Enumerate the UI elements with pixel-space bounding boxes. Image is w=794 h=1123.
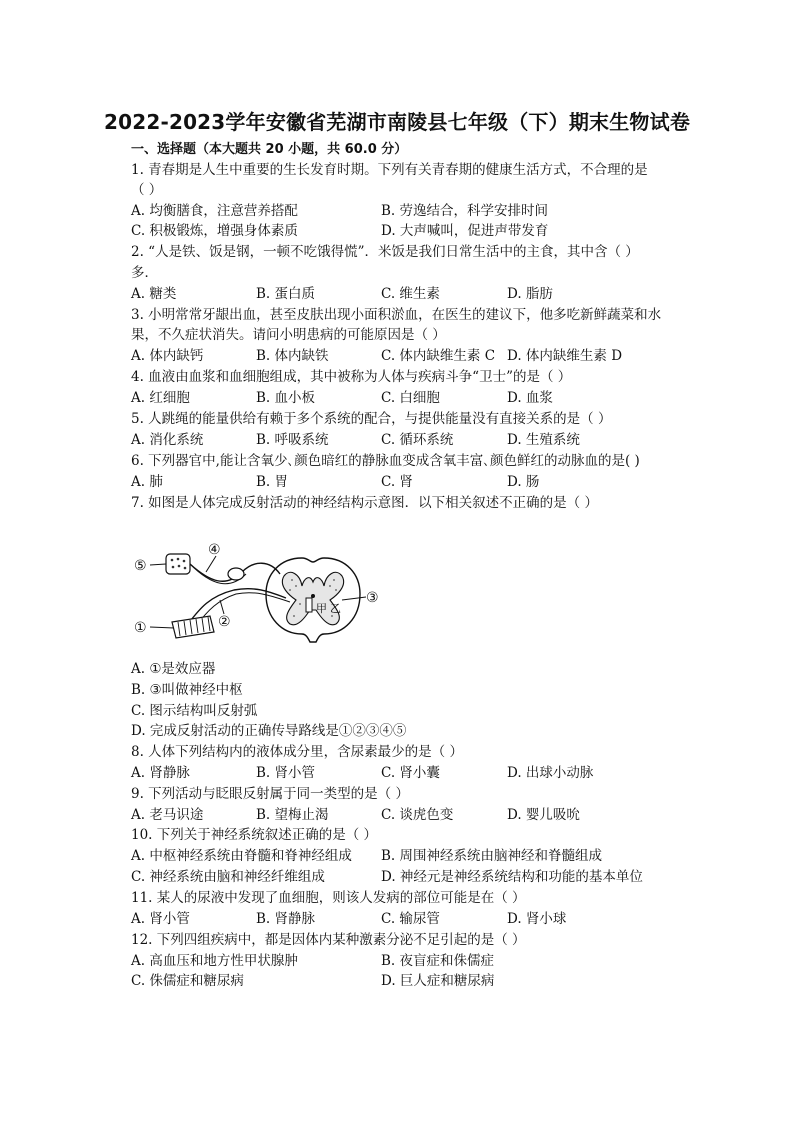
question-9-option-d: D. 婴儿吸吮 (507, 807, 580, 823)
question-5-option-c: C. 循环系统 (381, 432, 454, 448)
question-5-option-a: A. 消化系统 (131, 432, 204, 448)
question-10-stem: 10. 下列关于神经系统叙述正确的是（ ） (131, 827, 378, 843)
question-9-option-a: A. 老马识途 (131, 807, 204, 823)
question-1-option-c: C. 积极锻炼，增强身体素质 (131, 223, 298, 239)
label-4: ④ (208, 542, 221, 558)
question-3-stem: 3. 小明常常牙龈出血，甚至皮肤出现小面积淤血，在医生的建议下，他多吃新鲜蔬菜和水 (131, 307, 662, 323)
label-2: ② (218, 614, 231, 630)
label-yi: 乙 (330, 602, 341, 615)
question-8-stem: 8. 人体下列结构内的液体成分里，含尿素最少的是（ ） (131, 744, 463, 760)
question-7-stem: 7. 如图是人体完成反射活动的神经结构示意图．以下相关叙述不正确的是（ ） (131, 495, 598, 511)
label-3: ③ (366, 590, 379, 606)
question-4-option-c: C. 白细胞 (381, 390, 440, 406)
question-5-option-d: D. 生殖系统 (507, 432, 580, 448)
label-5: ⑤ (134, 558, 147, 574)
question-6-option-b: B. 胃 (256, 474, 289, 490)
question-3-option-d: D. 体内缺维生素 D (507, 348, 623, 364)
question-10-option-b: B. 周围神经系统由脑神经和脊髓组成 (381, 848, 603, 864)
question-4-option-a: A. 红细胞 (131, 390, 190, 406)
question-7-option-b: B. ③叫做神经中枢 (131, 682, 243, 698)
page-title: 2022-2023学年安徽省芜湖市南陵县七年级（下）期末生物试卷 (103, 110, 691, 134)
question-2-stem: 2. “人是铁、饭是钢，一顿不吃饿得慌”．米饭是我们日常生活中的主食，其中含（ ） (131, 244, 639, 260)
question-9-stem: 9. 下列活动与眨眼反射属于同一类型的是（ ） (131, 786, 409, 802)
question-2-option-d: D. 脂肪 (507, 286, 553, 302)
question-3-option-a: A. 体内缺钙 (131, 348, 204, 364)
question-7-option-c: C. 图示结构叫反射弧 (131, 703, 258, 719)
question-11-option-a: A. 肾小管 (131, 911, 190, 927)
question-6-option-d: D. 肠 (507, 474, 540, 490)
receptor-skin (172, 616, 214, 638)
dorsal-root-ganglion (228, 568, 244, 580)
question-5-option-b: B. 呼吸系统 (256, 432, 329, 448)
question-11-stem: 11. 某人的尿液中发现了血细胞，则该人发病的部位可能是在（ ） (131, 890, 526, 906)
question-1-option-b: B. 劳逸结合，科学安排时间 (381, 203, 549, 219)
question-11-option-b: B. 肾静脉 (256, 911, 316, 927)
question-9-option-c: C. 谈虎色变 (381, 807, 454, 823)
question-3-option-c: C. 体内缺维生素 C (381, 348, 496, 364)
question-2-option-b: B. 蛋白质 (256, 286, 316, 302)
question-11-option-d: D. 肾小球 (507, 911, 567, 927)
question-2-stem-cont: 多． (131, 265, 158, 281)
question-12-option-d: D. 巨人症和糖尿病 (381, 973, 495, 989)
question-1-option-a: A. 均衡膳食，注意营养搭配 (131, 203, 298, 219)
question-8-option-c: C. 肾小囊 (381, 765, 440, 781)
question-3-option-b: B. 体内缺铁 (256, 348, 329, 364)
question-10-option-c: C. 神经系统由脑和神经纤维组成 (131, 869, 325, 885)
question-8-option-d: D. 出球小动脉 (507, 765, 594, 781)
question-8-option-a: A. 肾静脉 (131, 765, 190, 781)
question-7-option-d: D. 完成反射活动的正确传导路线是①②③④⑤ (131, 723, 407, 739)
question-1-stem: 1. 青春期是人生中重要的生长发育时期。下列有关青春期的健康生活方式，不合理的是 (131, 162, 648, 178)
question-1-stem-cont: （ ） (131, 182, 163, 198)
question-5-stem: 5. 人跳绳的能量供给有赖于多个系统的配合，与提供能量没有直接关系的是（ ） (131, 411, 612, 427)
question-12-option-a: A. 高血压和地方性甲状腺肿 (131, 953, 298, 969)
question-11-option-c: C. 输尿管 (381, 911, 440, 927)
question-6-option-c: C. 肾 (381, 474, 413, 490)
label-1: ① (134, 620, 147, 636)
question-10-option-d: D. 神经元是神经系统结构和功能的基本单位 (381, 869, 643, 885)
question-4-option-d: D. 血浆 (507, 390, 553, 406)
question-4-option-b: B. 血小板 (256, 390, 316, 406)
question-7-option-a: A. ①是效应器 (131, 661, 216, 677)
question-8-option-b: B. 肾小管 (256, 765, 316, 781)
question-6-stem: 6. 下列器官中,能让含氧少､颜色暗红的静脉血变成含氧丰富､颜色鲜红的动脉血的是( ) (131, 453, 640, 469)
question-12-option-b: B. 夜盲症和侏儒症 (381, 953, 495, 969)
question-4-stem: 4. 血液由血浆和血细胞组成，其中被称为人体与疾病斗争“卫士”的是（ ） (131, 369, 572, 385)
question-12-stem: 12. 下列四组疾病中，都是因体内某种激素分泌不足引起的是（ ） (131, 932, 526, 948)
question-6-option-a: A. 肺 (131, 474, 163, 490)
question-10-option-a: A. 中枢神经系统由脊髓和脊神经组成 (131, 848, 352, 864)
question-1-option-d: D. 大声喊叫，促进声带发育 (381, 223, 549, 239)
question-9-option-b: B. 望梅止渴 (256, 807, 329, 823)
question-2-option-a: A. 糖类 (131, 286, 177, 302)
question-12-option-c: C. 侏儒症和糖尿病 (131, 973, 244, 989)
label-jia: 甲 (316, 602, 327, 615)
question-2-option-c: C. 维生素 (381, 286, 440, 302)
effector-gland (166, 554, 190, 574)
question-3-stem-cont: 果，不久症状消失。请问小明患病的可能原因是（ ） (131, 327, 446, 343)
section-heading: 一、选择题（本大题共 20 小题，共 60.0 分） (131, 142, 408, 157)
reflex-arc-figure (130, 538, 390, 650)
